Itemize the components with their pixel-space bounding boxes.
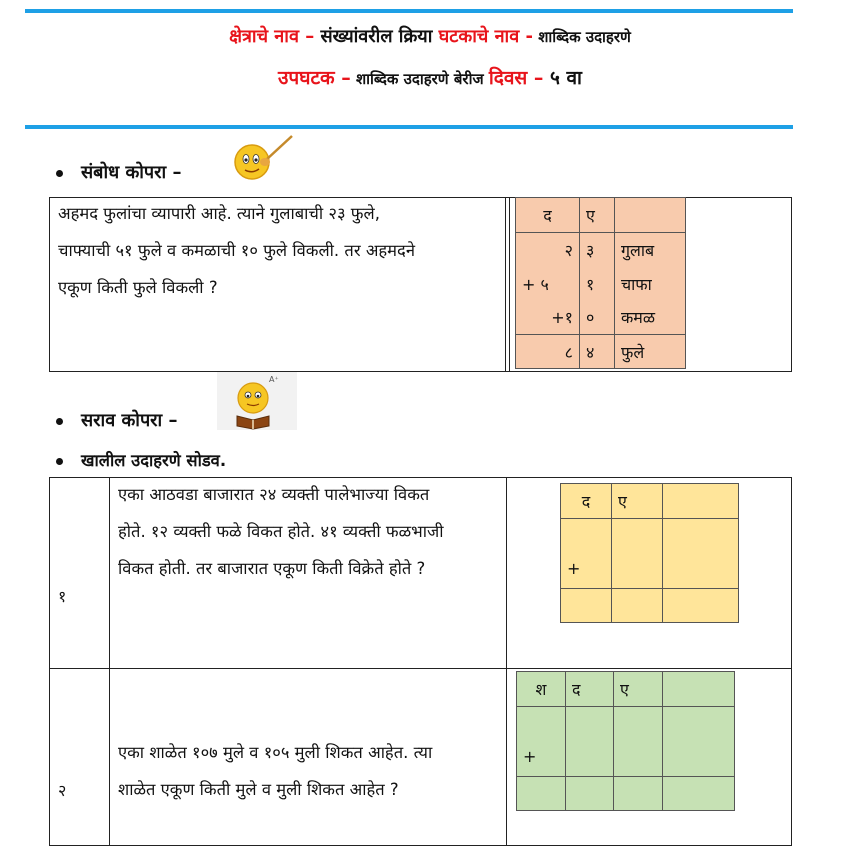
grid-total: ४ <box>580 335 615 369</box>
grid-header-tens: द <box>566 672 614 707</box>
subunit-value: शाब्दिक उदाहरणे बेरीज <box>350 70 489 88</box>
answer-total-cell[interactable] <box>566 777 614 811</box>
question-line: होते. १२ व्यक्ती फळे विकत होते. ४१ व्यक्ती फळभाजी <box>118 522 444 541</box>
grid-header-ones: ए <box>614 672 663 707</box>
question-line: विकत होती. तर बाजारात एकूण किती विक्रेते होते ? <box>118 559 426 578</box>
answer-cell[interactable] <box>612 519 663 589</box>
question-line: एका आठवडा बाजारात २४ व्यक्ती पालेभाज्या विकत <box>118 485 430 504</box>
grid-cell: +१ <box>516 301 580 335</box>
answer-cell[interactable]: + <box>561 519 612 589</box>
problem-2-text <box>118 734 503 808</box>
answer-cell[interactable] <box>566 707 614 777</box>
title-line-1 <box>0 24 860 48</box>
grid-cell: २ <box>516 233 580 267</box>
grid-header-tens: द <box>516 198 580 233</box>
day-value: ५ वा <box>543 67 582 89</box>
instruction-text: खालील उदाहरणे सोडव. <box>81 451 227 470</box>
grid-cell: गुलाब <box>615 233 686 267</box>
sarav-heading <box>56 408 177 432</box>
grid-header-tens: द <box>561 484 612 519</box>
answer-cell[interactable] <box>614 707 663 777</box>
unit-name-label: घटकाचे नाव - <box>438 26 533 47</box>
svg-text:A⁺: A⁺ <box>269 375 279 384</box>
problem-2-grid <box>516 671 735 811</box>
sambodh-heading-text: संबोध कोपरा – <box>81 162 182 183</box>
answer-total-cell[interactable] <box>663 777 735 811</box>
grid-total: ८ <box>516 335 580 369</box>
bullet-icon <box>56 418 63 425</box>
grid-cell: + ५ <box>516 267 580 301</box>
reading-emoji-icon <box>217 372 297 430</box>
grid-cell: १ <box>580 267 615 301</box>
grid-header-blank <box>663 672 735 707</box>
grid-header-blank <box>663 484 739 519</box>
problem-1-text <box>118 476 503 587</box>
title-line-2 <box>0 64 860 90</box>
grid-cell: कमळ <box>615 301 686 335</box>
bullet-icon <box>56 458 63 465</box>
thinking-emoji-icon <box>232 132 298 184</box>
answer-total-cell[interactable] <box>614 777 663 811</box>
grid-cell: ३ <box>580 233 615 267</box>
grid-total: फुले <box>615 335 686 369</box>
sambodh-divider <box>505 197 506 372</box>
practice-row-divider <box>49 668 792 669</box>
grid-cell: ० <box>580 301 615 335</box>
sambodh-heading <box>56 160 181 184</box>
answer-cell[interactable]: + <box>517 707 566 777</box>
unit-name-value: शाब्दिक उदाहरणे <box>532 28 631 46</box>
grid-header-ones: ए <box>612 484 663 519</box>
sarav-heading-text: सराव कोपरा – <box>81 410 178 431</box>
field-name-label: क्षेत्राचे नाव – <box>229 26 315 47</box>
practice-col-1 <box>109 477 110 846</box>
day-label: दिवस – <box>488 67 544 89</box>
question-line: एका शाळेत १०७ मुले व १०५ मुली शिकत आहेत. त्या <box>118 743 433 762</box>
sambodh-question <box>58 195 503 306</box>
grid-header-ones: ए <box>580 198 615 233</box>
question-line: चाफ्याची ५१ फुले व कमळाची १० फुले विकली. तर अहमदने <box>58 241 415 260</box>
bullet-icon <box>56 170 63 177</box>
answer-total-cell[interactable] <box>663 589 739 623</box>
sambodh-grid <box>515 197 686 369</box>
answer-total-cell[interactable] <box>561 589 612 623</box>
sambodh-divider-2 <box>509 197 510 372</box>
problem-number: २ <box>58 781 67 800</box>
top-divider <box>25 9 793 13</box>
subunit-label: उपघटक – <box>278 67 351 89</box>
question-line: एकूण किती फुले विकली ? <box>58 278 218 297</box>
question-line: शाळेत एकूण किती मुले व मुली शिकत आहेत ? <box>118 780 399 799</box>
field-name-value: संख्यांवरील क्रिया <box>314 26 439 47</box>
grid-header-hundreds: श <box>517 672 566 707</box>
answer-cell[interactable] <box>663 707 735 777</box>
header-divider <box>25 125 793 129</box>
problem-1-grid <box>560 483 739 623</box>
question-line: अहमद फुलांचा व्यापारी आहे. त्याने गुलाबाची २३ फुले, <box>58 204 380 223</box>
practice-col-2 <box>506 477 507 846</box>
problem-number: १ <box>58 587 67 606</box>
grid-cell: चाफा <box>615 267 686 301</box>
answer-cell[interactable] <box>663 519 739 589</box>
answer-total-cell[interactable] <box>517 777 566 811</box>
answer-total-cell[interactable] <box>612 589 663 623</box>
grid-header-blank <box>615 198 686 233</box>
instruction <box>56 448 226 471</box>
